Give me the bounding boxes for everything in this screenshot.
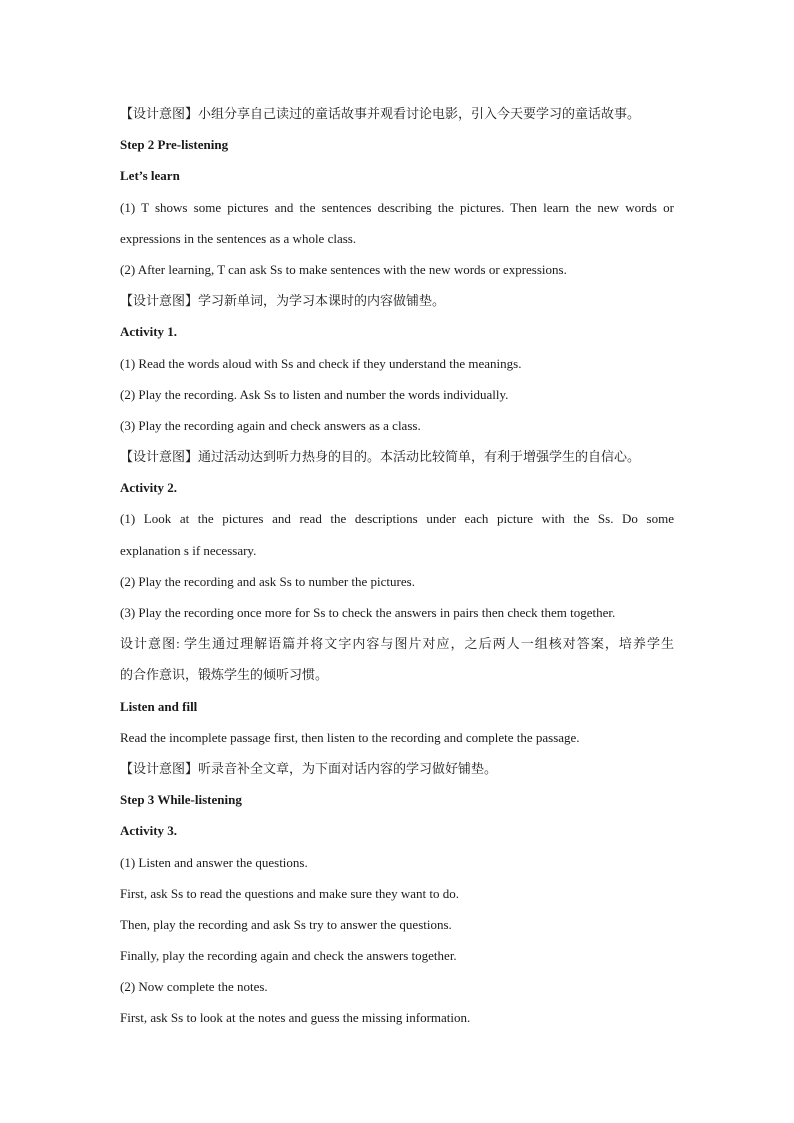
design-intent-5: 【设计意图】听录音补全文章，为下面对话内容的学习做好铺垫。 xyxy=(120,760,498,776)
paragraph-line: expressions in the sentences as a whole class. xyxy=(120,230,357,246)
design-intent-3: 【设计意图】通过活动达到听力热身的目的。本活动比较简单，有利于增强学生的自信心。 xyxy=(120,449,641,465)
heading-step-3: Step 3 While-listening xyxy=(120,792,242,808)
design-intent-4-cont: 的合作意识，锻炼学生的倾听习惯。 xyxy=(120,667,329,683)
paragraph-line: (1) T shows some pictures and the sentences describing the pictures. Then learn the new words or xyxy=(120,199,674,215)
paragraph-line: (3) Play the recording again and check answers as a class. xyxy=(120,417,421,433)
design-intent-4: 设计意图: 学生通过理解语篇并将文字内容与图片对应，之后两人一组核对答案，培养学生 xyxy=(120,636,674,652)
paragraph-line: First, ask Ss to read the questions and make sure they want to do. xyxy=(120,885,460,901)
paragraph-line: (1) Read the words aloud with Ss and check if they understand the meanings. xyxy=(120,355,522,371)
paragraph-line: (2) After learning, T can ask Ss to make sentences with the new words or expressions. xyxy=(120,261,567,277)
paragraph-line: Then, play the recording and ask Ss try to answer the questions. xyxy=(120,916,452,932)
heading-activity-1: Activity 1. xyxy=(120,324,178,340)
design-intent-1: 【设计意图】小组分享自己读过的童话故事并观看讨论电影，引入今天要学习的童话故事。 xyxy=(120,106,641,121)
paragraph-line: explanation s if necessary. xyxy=(120,542,257,558)
heading-activity-3: Activity 3. xyxy=(120,823,178,839)
design-intent-2: 【设计意图】学习新单词，为学习本课时的内容做铺垫。 xyxy=(120,293,446,309)
heading-activity-2: Activity 2. xyxy=(120,480,178,496)
paragraph-line: Finally, play the recording again and check the answers together. xyxy=(120,948,457,964)
heading-lets-learn: Let’s learn xyxy=(120,168,180,184)
heading-step-2: Step 2 Pre-listening xyxy=(120,137,229,153)
paragraph-line: (1) Listen and answer the questions. xyxy=(120,854,308,870)
paragraph-line: (2) Play the recording and ask Ss to number the pictures. xyxy=(120,573,415,589)
paragraph-line: (2) Play the recording. Ask Ss to listen and number the words individually. xyxy=(120,386,509,402)
paragraph-line: (1) Look at the pictures and read the descriptions under each picture with the Ss. Do some xyxy=(120,511,674,527)
paragraph-line: (2) Now complete the notes. xyxy=(120,979,268,995)
paragraph-line: Read the incomplete passage first, then listen to the recording and complete the passage. xyxy=(120,729,580,745)
document-page xyxy=(120,98,674,1034)
paragraph-line: (3) Play the recording once more for Ss to check the answers in pairs then check them together. xyxy=(120,605,616,620)
paragraph-line: First, ask Ss to look at the notes and guess the missing information. xyxy=(120,1010,471,1026)
heading-listen-and-fill: Listen and fill xyxy=(120,698,198,714)
